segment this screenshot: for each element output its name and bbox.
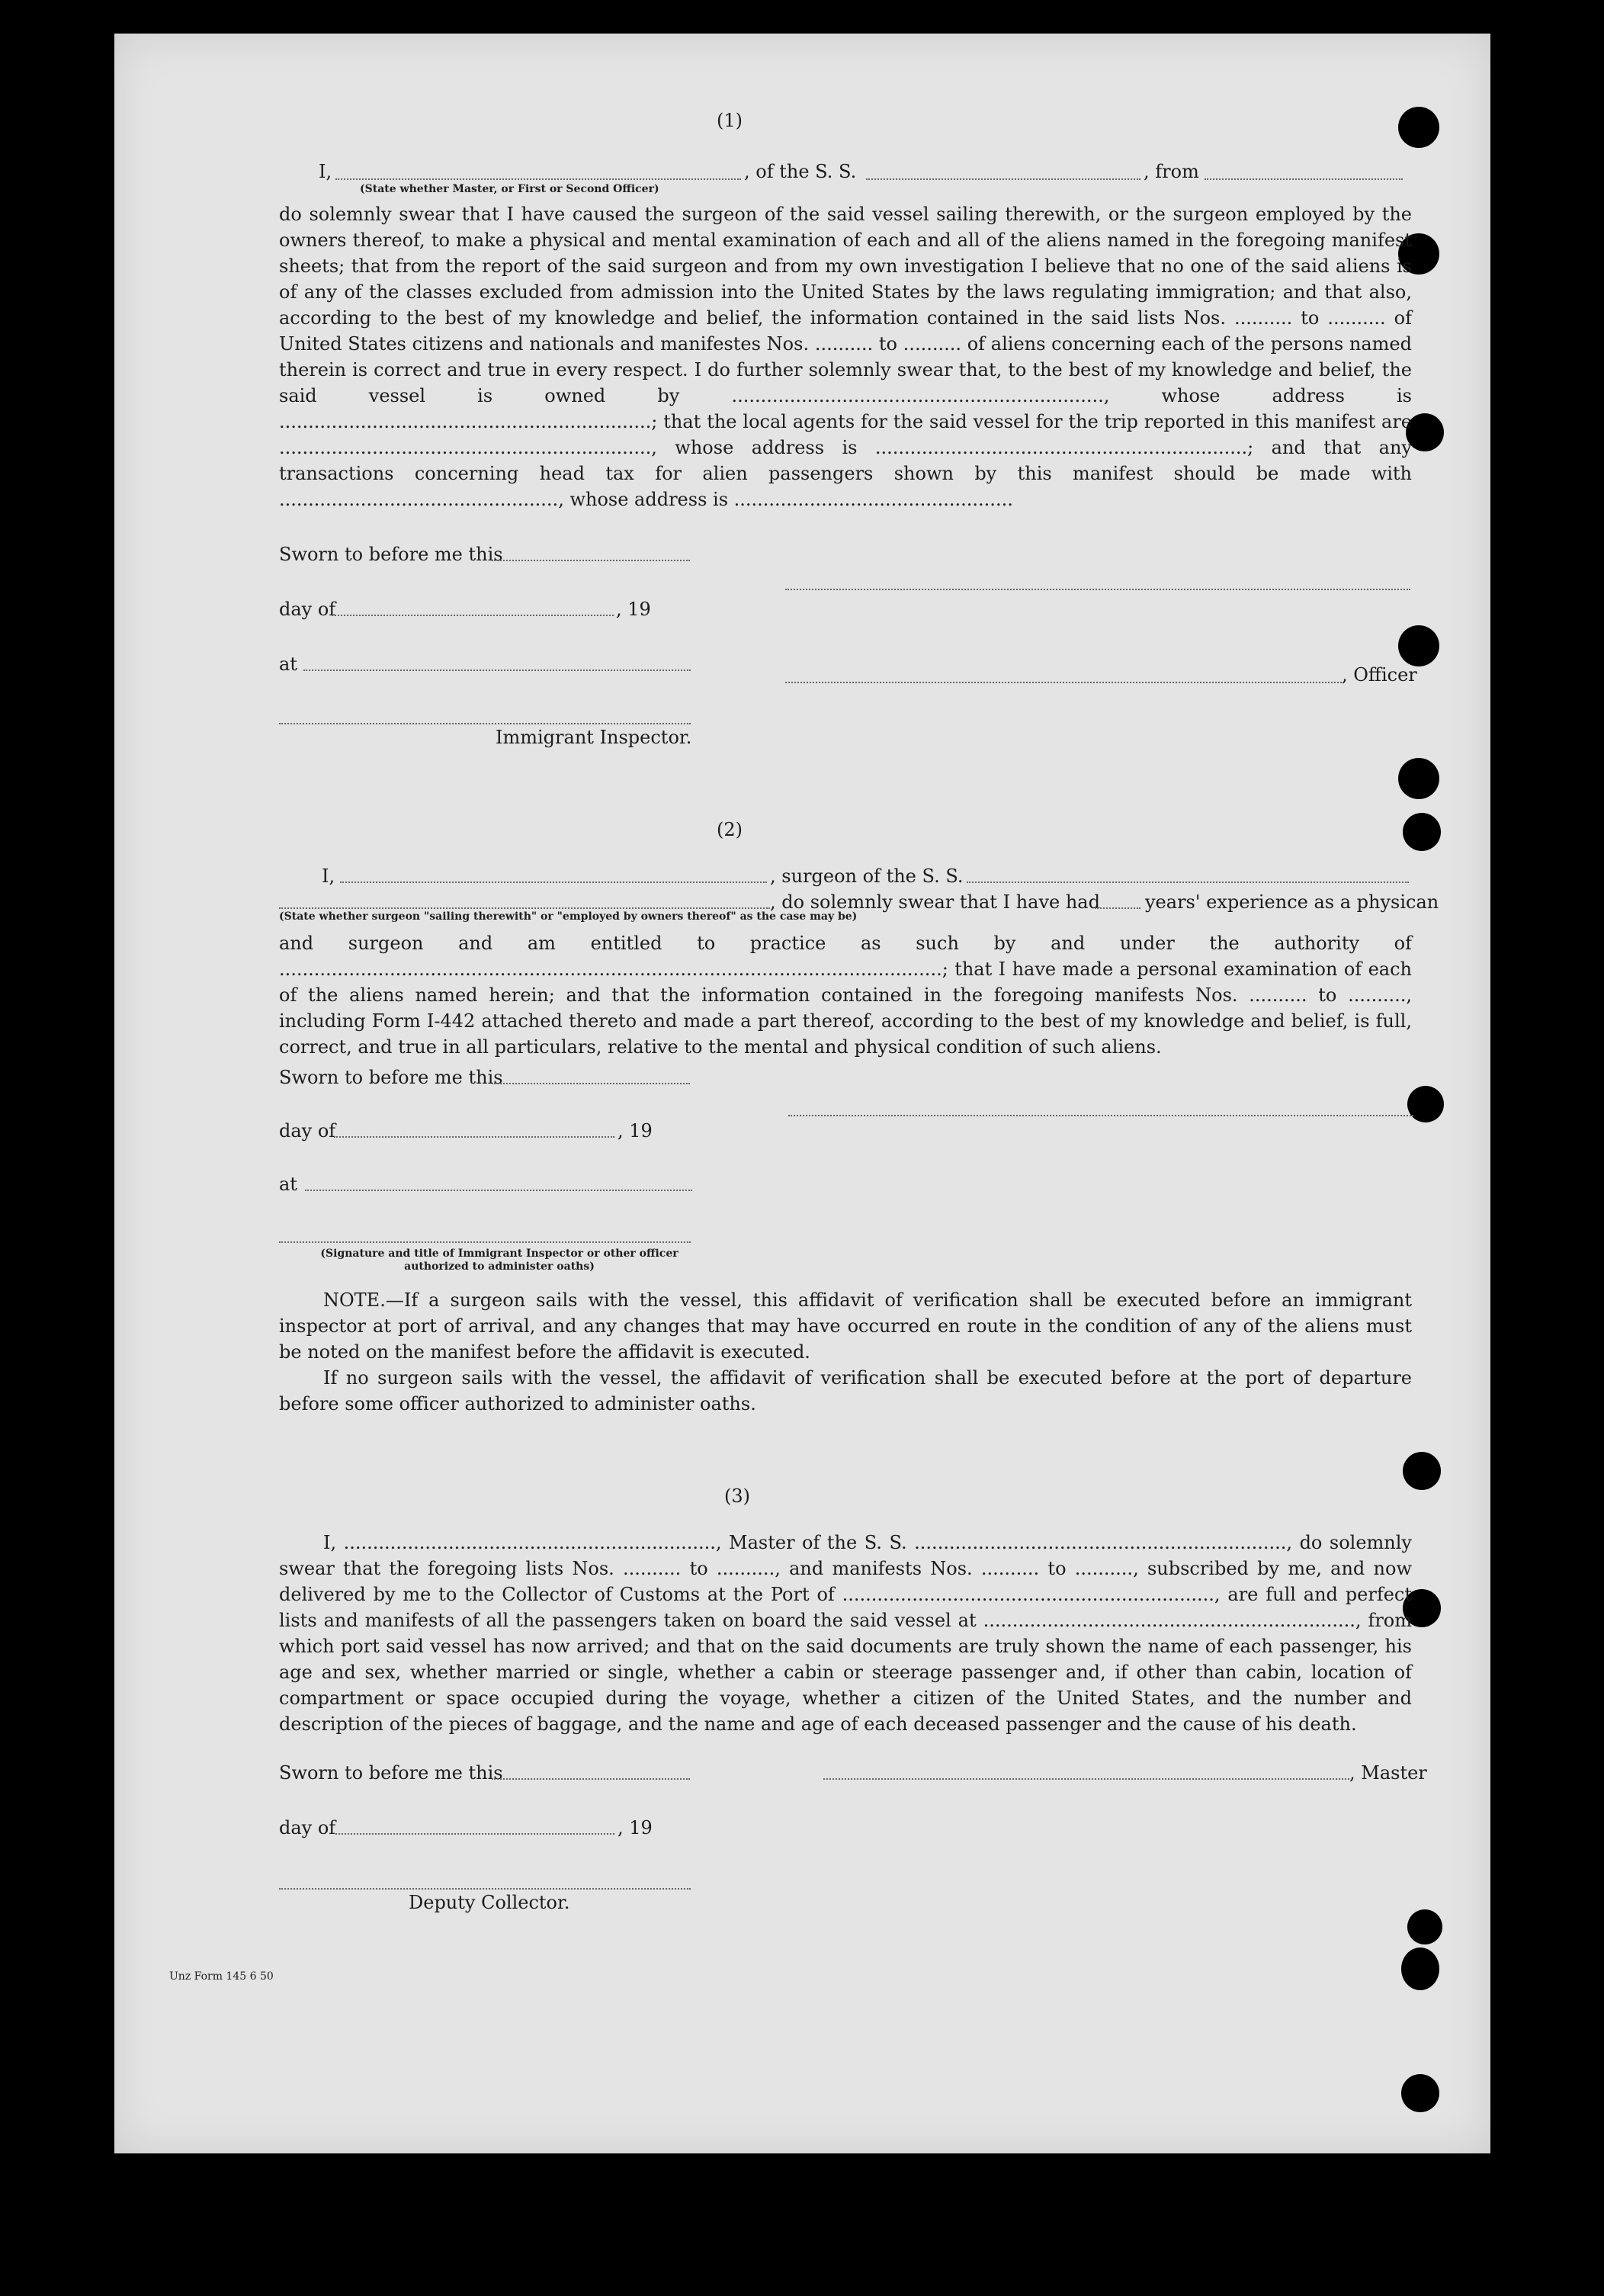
day-of-label: day of <box>279 1817 336 1838</box>
at-label: at <box>279 1174 297 1195</box>
years-label: years' experience as a physican <box>1145 891 1439 913</box>
punch-hole <box>1401 1948 1439 1990</box>
inspector-signature-field[interactable] <box>279 1241 691 1243</box>
swear-label: , do solemnly swear that I have had <box>770 891 1100 913</box>
form-id: Unz Form 145 6 50 <box>169 1970 274 1983</box>
surgeon-of-label: , surgeon of the S. S. <box>770 865 964 887</box>
vessel-name-field[interactable] <box>967 881 1409 883</box>
inspector-signature-field[interactable] <box>279 723 691 724</box>
punch-hole <box>1403 813 1441 851</box>
at-field[interactable] <box>303 670 691 671</box>
vessel-name-field[interactable] <box>866 178 1140 180</box>
year-label: , 19 <box>618 1817 653 1838</box>
sworn-date-field[interactable] <box>492 1778 690 1780</box>
inspector-label: Immigrant Inspector. <box>496 727 692 748</box>
surgeon-note: (State whether surgeon "sailing therewith" or "employed by owners thereof" as the case may be) <box>279 910 858 923</box>
years-field[interactable] <box>1095 907 1140 909</box>
surgeon-type-field[interactable] <box>279 907 770 909</box>
section1-body: do solemnly swear that I have caused the surgeon of the said vessel sailing therewith, or the surgeon employed by the owners thereof, to make a physical and mental examination of each and all of the aliens named in the foregoing manifest sheets; that from the report of the said surgeon and from my own investigation I believe that no one of the said aliens is of any of the classes excluded from admission into the United States by the laws regulating immigration; and that also, according to the best of my knowledge and belief, the information contained in the said lists Nos. .......... to .......... of United States citizens and nationals and manifestes Nos. .......... to .......... of aliens concerning each of the persons named therein is correct and true in every respect. I do further solemnly swear that, to the best of my knowledge and belief, the said vessel is owned by ................................................................, whose address is ................................................................; that the local agents for the said vessel for the trip reported in this manifest are ................................................................, whose address is ................................................................; and that any transactions concerning head tax for alien passengers shown by this manifest should be made with ................................................, whose address is ................................................ <box>279 204 1412 510</box>
year-label: , 19 <box>616 599 651 620</box>
oath-intro-label: I, <box>319 161 332 182</box>
day-of-field[interactable] <box>335 1833 614 1835</box>
of-ss-label: , of the S. S. <box>744 161 857 182</box>
officer-signature-field[interactable] <box>785 682 1342 683</box>
note-paragraph-2: If no surgeon sails with the vessel, the affidavit of verification shall be executed before at the port of departure before some officer authorized to administer oaths. <box>279 1367 1412 1415</box>
master-signature-field[interactable] <box>823 1778 1349 1780</box>
punch-hole <box>1403 1452 1441 1490</box>
oath-intro-label: I, <box>322 865 335 887</box>
punch-hole <box>1398 758 1439 799</box>
day-of-label: day of <box>279 1120 336 1142</box>
master-label: , Master <box>1349 1762 1427 1784</box>
signature-line[interactable] <box>785 589 1410 590</box>
section2-body: and surgeon and am entitled to practice as such by and under the authority of ..................................................................................................................; that I have made a personal examination of each of the aliens named herein; and that the information contained in the foregoing manifests Nos. .......... to .........., including Form I-442 attached thereto and made a part thereof, according to the best of my knowledge and belief, is full, correct, and true in all particulars, relative to the mental and physical condition of such aliens. <box>279 933 1412 1058</box>
officer-name-field[interactable] <box>335 178 741 180</box>
officer-label: , Officer <box>1342 664 1417 686</box>
at-label: at <box>279 653 297 675</box>
surgeon-name-field[interactable] <box>340 881 767 883</box>
at-field[interactable] <box>305 1190 692 1191</box>
signature-note: (Signature and title of Immigrant Inspector or other officer authorized to administer oaths) <box>320 1248 678 1273</box>
surgeon-signature-field[interactable] <box>788 1115 1413 1116</box>
punch-hole <box>1407 1086 1444 1122</box>
collector-signature-field[interactable] <box>279 1888 691 1890</box>
section-number: (3) <box>724 1485 750 1507</box>
form-sheet <box>114 34 1490 2153</box>
section3-body: I, ................................................................, Master of the S. S. ................................................................, do solemnly swear that the foregoing lists Nos. .......... to .........., and manifests Nos. .......... to .........., subscribed by me, and now delivered by me to the Collector of Customs at the Port of ................................................................, are full and perfect lists and manifests of all the passengers taken on board the said vessel at ................................................................, from which port said vessel has now arrived; and that on the said documents are truly shown the name of each passenger, his age and sex, whether married or single, whether a cabin or steerage passenger and, if other than cabin, location of compartment or space occupied during the voyage, whether a citizen of the United States, and the number and description of the pieces of baggage, and the name and age of each deceased passenger and the cause of his death. <box>279 1532 1412 1735</box>
year-label: , 19 <box>618 1120 653 1142</box>
role-note: (State whether Master, or First or Second Officer) <box>360 183 659 195</box>
punch-hole <box>1407 1909 1442 1944</box>
sworn-label: Sworn to before me this <box>279 1762 503 1784</box>
port-from-field[interactable] <box>1205 178 1403 180</box>
day-of-field[interactable] <box>332 615 614 616</box>
day-of-field[interactable] <box>334 1136 614 1138</box>
from-label: , from <box>1144 161 1199 182</box>
punch-hole <box>1398 625 1439 666</box>
sworn-date-field[interactable] <box>492 560 690 561</box>
sworn-label: Sworn to before me this <box>279 544 503 565</box>
deputy-label: Deputy Collector. <box>409 1892 570 1913</box>
sworn-date-field[interactable] <box>492 1083 690 1084</box>
section-number: (1) <box>717 110 743 131</box>
punch-hole <box>1398 107 1439 148</box>
section-number: (2) <box>717 819 743 840</box>
punch-hole <box>1401 2074 1439 2112</box>
day-of-label: day of <box>279 599 336 620</box>
sworn-label: Sworn to before me this <box>279 1067 503 1088</box>
note-paragraph-1: NOTE.—If a surgeon sails with the vessel, this affidavit of verification shall be executed before an immigrant inspector at port of arrival, and any changes that may have occurred en route in the condition of any of the aliens must be noted on the manifest before the affidavit is executed. <box>279 1289 1412 1363</box>
